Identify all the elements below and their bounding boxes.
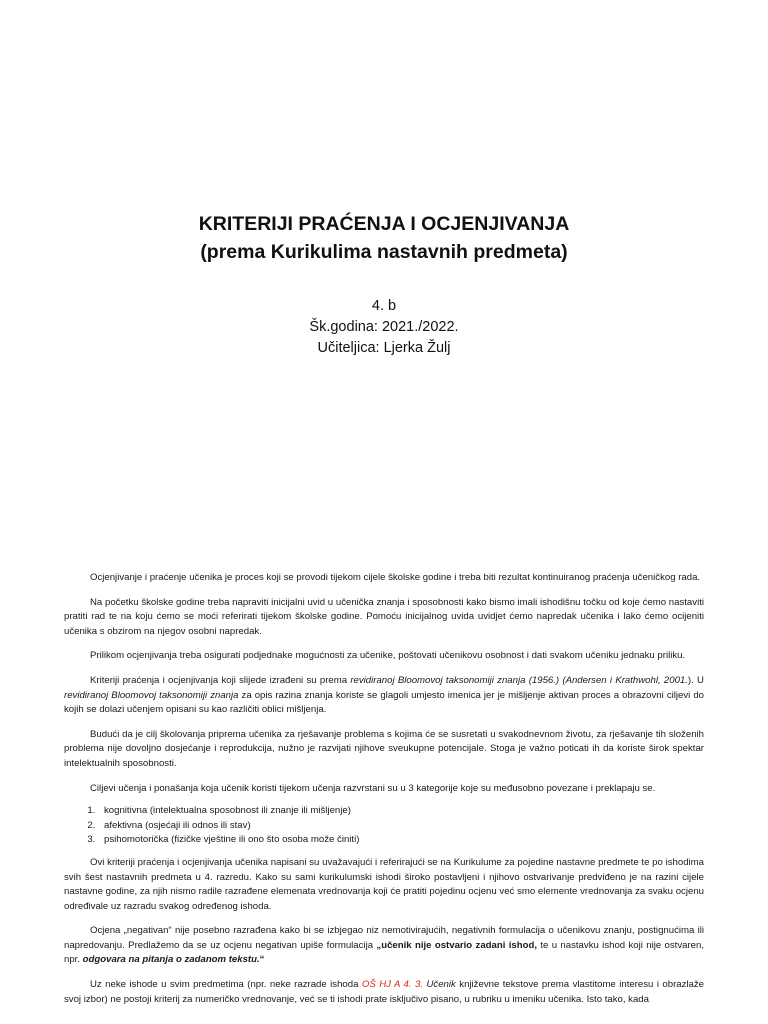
paragraph-7: Ovi kriteriji praćenja i ocjenjivanja učenika napisani su uvažavajući i referirajući se na Kurikulume za pojedine nastavne predmete te po ishodima svih šest nastavnih predmeta u 4. razredu. Kako su sami kurikulumski ishodi široko postavljeni i njihovo ostvarivanje predviđeno je na razini cijele nastavne godine, za njih nismo radile razrađene elemenata vrednovanja koji će pratiti pojedinu ocjenu već smo elemente vrednovanja za svaku ocjenu određivale uz razradu svakog određenog ishoda. [64,856,704,912]
p9-text-d: književne tekstove prema vlastitome interesu i obrazlaže svoj izbor) ne postoji kriterij za numeričko vrednovanje, već se ti ishodi prate isključivo pisano, u rubriku u imeniku učenika. Isto tako, kada [64,979,705,1005]
p8-text-a: Ocjena „negativan“ nije posebno razrađena kako bi se izbjegao niz nemotivirajućih, negativnih formulacija o učenikovu znanju, postignućima ili napredovanju. Predlažemo da se uz ocjenu negativan upiše formulacija [64,925,704,951]
document-body [64,571,704,1017]
paragraph-6: Ciljevi učenja i ponašanja koja učenik koristi tijekom učenja razvrstani su u 3 kategorije koje su međusobno povezane i preklapaju se. [90,782,656,794]
paragraph-2: Na početku školske godine treba napraviti inicijalni uvid u učenička znanja i sposobnosti kako bismo imali ishodišnu točku od koje ćemo nastaviti pratiti rad te na koju ćemo se moći referirati tijekom školske godine. Pomoću inicijalnog uvida uvidjet ćemo napredak učenika i lako ćemo ocijeniti učenika s obzirom na njegov osobni napredak. [64,596,704,637]
p8-quote-close: “ [259,954,265,966]
p9-outcome-code: OŠ HJ A 4. 3. [361,979,424,991]
category-list [64,804,704,848]
title-line-2: (prema Kurikulima nastavnih predmeta) [200,241,568,263]
school-year: Šk.godina: 2021./2022. [309,319,459,335]
paragraph-1: Ocjenjivanje i praćenje učenika je proces koji se provodi tijekom cijele školske godine i treba biti rezultat kontinuiranog praćenja učeničkog rada. [90,572,701,583]
list-item: 3. psihomotorička (fizičke vještine ili ono što osoba može činiti) [98,833,704,848]
paragraph-8 [64,924,704,968]
title-line-1: KRITERIJI PRAĆENJA I OCJENJIVANJA [198,213,570,235]
document-title [0,210,768,266]
paragraph-3: Prilikom ocjenjivanja treba osigurati podjednake mogućnosti za učenike, poštovati učenikovu osobnost i dati svakom učeniku jednaku priliku. [90,650,686,662]
paragraph-5: Budući da je cilj školovanja priprema učenika za rješavanje problema s kojima će se susretati u svakodnevnom životu, za rješavanje tih složenih problema nije dovoljno dosjećanje i reprodukcija, nužno je razvijati njihove sveukupne potencijale. Stoga je važno poticati ih da koriste širok spektar intelektualnih sposobnosti. [64,728,704,769]
p9-text-a: Uz neke ishode u svim predmetima (npr. neke razrade ishoda [90,979,362,991]
p4-text-e: za opis razina znanja koriste se glagoli umjesto imenica jer je mišljenje aktivan proces a obrazovni ciljevi do kojih se dolazi učenjem opisani su kao različiti oblici mišljenja. [64,689,704,716]
p4-citation: revidiranoj Bloomovoj taksonomiji znanja (1956.) (Andersen i Krathwohl, 2001. [350,674,688,686]
p8-formulation: „učenik nije ostvario zadani ishod, [376,939,537,951]
p4-taxonomy: revidiranoj Bloomovoj taksonomiji znanja [64,689,239,701]
p8-example: odgovara na pitanja o zadanom tekstu. [82,954,260,966]
list-item: 1. kognitivna (intelektualna sposobnost ili znanje ili mišljenje) [98,804,704,819]
document-meta [0,296,768,359]
list-item: 2. afektivna (osjećaji ili odnos ili stav) [98,819,704,834]
p8-text-c: te u nastavku ishod koji nije ostvaren, npr. [64,939,704,966]
p4-text-a: Kriteriji praćenja i ocjenjivanja koji slijede izrađeni su prema [90,674,351,686]
p9-ucenik: Učenik [426,979,456,991]
p4-text-c: ). U [687,674,704,686]
paragraph-9 [64,978,704,1007]
paragraph-4 [64,674,704,718]
class-label: 4. b [371,298,397,314]
teacher-name: Učiteljica: Ljerka Žulj [317,340,451,356]
